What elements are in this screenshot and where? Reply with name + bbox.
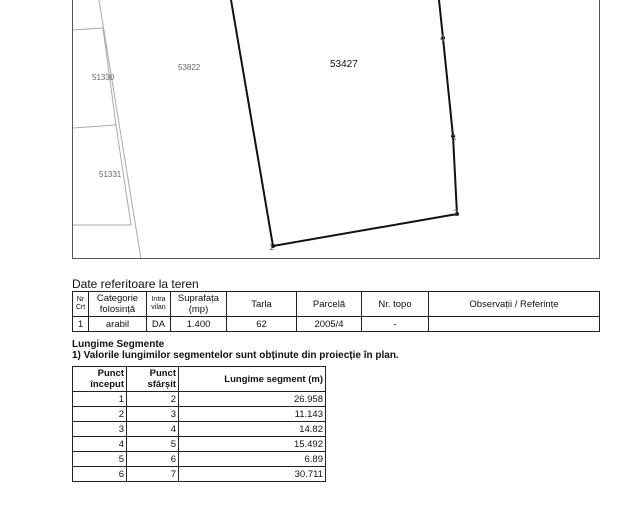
- table-cell: 6: [127, 452, 179, 467]
- table-cell: 1: [73, 392, 127, 407]
- parcel-label: 51330: [92, 73, 115, 82]
- table-cell: 6.89: [179, 452, 326, 467]
- table-cell: 6: [73, 467, 127, 482]
- cadastral-plan: [72, 0, 600, 259]
- table-cell: 4: [127, 422, 179, 437]
- vertex-label: 1: [269, 242, 275, 252]
- table-row: [73, 437, 326, 452]
- column-header: Punct sfârșit: [127, 367, 179, 392]
- column-header: Lungime segment (m): [179, 367, 326, 392]
- column-header: Categorie folosință: [89, 292, 147, 317]
- table-cell: 1: [73, 317, 89, 332]
- parcel-boundary: [231, 0, 457, 246]
- segments-table: [72, 366, 326, 482]
- segments-body: [73, 392, 326, 482]
- table-row: [73, 392, 326, 407]
- table-cell: 2: [127, 392, 179, 407]
- plan-drawing: [73, 0, 600, 259]
- table-row: [73, 467, 326, 482]
- table-cell: 4: [73, 437, 127, 452]
- table-cell: [429, 317, 600, 332]
- table-cell: arabil: [89, 317, 147, 332]
- parcel-label: 51331: [99, 170, 122, 179]
- table-cell: 5: [127, 437, 179, 452]
- column-header: Punct început: [73, 367, 127, 392]
- table-header-row: [73, 367, 326, 392]
- neighbor-boundary: [73, 28, 103, 30]
- table-cell: 3: [73, 422, 127, 437]
- column-header: Intra vilan: [147, 292, 171, 317]
- table-cell: 2: [73, 407, 127, 422]
- table-cell: 11.143: [179, 407, 326, 422]
- parcel-label: 53427: [330, 59, 358, 70]
- table-row: [73, 422, 326, 437]
- column-header: Parcelă: [297, 292, 362, 317]
- column-header: Tarla: [227, 292, 297, 317]
- table-cell: 30.711: [179, 467, 326, 482]
- column-header: Suprafața (mp): [171, 292, 227, 317]
- teren-section-title: Date referitoare la teren: [72, 277, 199, 291]
- segments-note: 1) Valorile lungimilor segmentelor sunt obținute din proiecție în plan.: [72, 350, 399, 361]
- column-header: Nr Crt: [73, 292, 89, 317]
- neighbor-boundary: [99, 0, 141, 259]
- table-header-row: [73, 292, 600, 317]
- vertex-label: 3: [451, 133, 457, 143]
- column-header: Nr. topo: [362, 292, 429, 317]
- table-cell: -: [362, 317, 429, 332]
- table-cell: 2005/4: [297, 317, 362, 332]
- table-cell: 5: [73, 452, 127, 467]
- neighbor-boundary: [73, 125, 116, 128]
- parcel-label: 53822: [178, 63, 201, 72]
- column-header: Observații / Referințe: [429, 292, 600, 317]
- teren-table: [72, 291, 600, 332]
- table-row: [73, 317, 600, 332]
- table-cell: 7: [127, 467, 179, 482]
- table-row: [73, 407, 326, 422]
- table-row: [73, 452, 326, 467]
- table-cell: 14.82: [179, 422, 326, 437]
- vertex-label: 2: [453, 208, 459, 218]
- table-cell: 3: [127, 407, 179, 422]
- table-cell: 15.492: [179, 437, 326, 452]
- table-cell: 62: [227, 317, 297, 332]
- vertex-label: 4: [440, 33, 446, 43]
- segments-title: Lungime Segmente: [72, 339, 165, 350]
- table-cell: 1.400: [171, 317, 227, 332]
- table-cell: 26.958: [179, 392, 326, 407]
- table-cell: DA: [147, 317, 171, 332]
